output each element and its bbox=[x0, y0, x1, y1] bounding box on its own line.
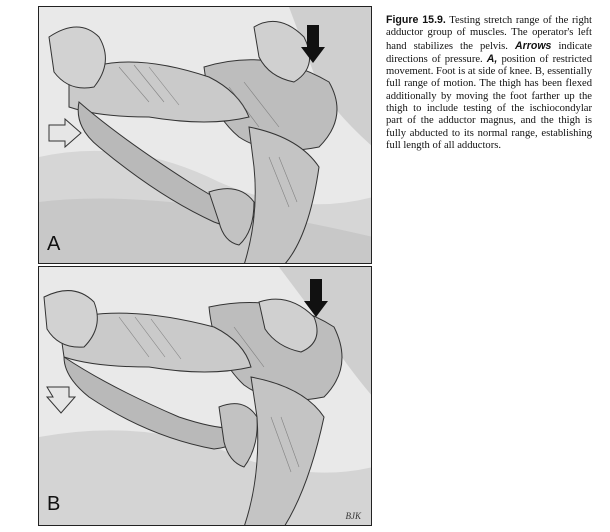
caption-a-label: A, bbox=[486, 52, 498, 65]
caption-text-3: position of restricted movement. Foot is at side of knee. B, essentially full range of motion. The thigh has been flexed additionally by moving the foot farther up the thigh to include testing of the ischiocondylar part of the adductor magnus, and the thigh is fully abducted to its normal range, establishing full length of all adductors. bbox=[386, 53, 592, 151]
illustration-panel-a bbox=[38, 6, 372, 264]
caption-text-2: indicate directions of pressure. bbox=[386, 40, 592, 65]
caption-text-1: Testing stretch range of the right adductor group of muscles. The operator's left hand stabilizes the pelvis. bbox=[386, 15, 592, 52]
figure-number: Figure 15.9. bbox=[386, 14, 446, 26]
illustration-panel-b bbox=[38, 266, 372, 526]
leg-stretch-drawing-a bbox=[39, 7, 372, 264]
figure-caption bbox=[386, 14, 592, 152]
artist-signature: BJK bbox=[345, 511, 361, 521]
panel-label-a: A bbox=[47, 233, 61, 255]
leg-stretch-drawing-b bbox=[39, 267, 372, 526]
caption-arrows-word: Arrows bbox=[514, 39, 552, 52]
panel-label-b: B bbox=[47, 493, 61, 515]
